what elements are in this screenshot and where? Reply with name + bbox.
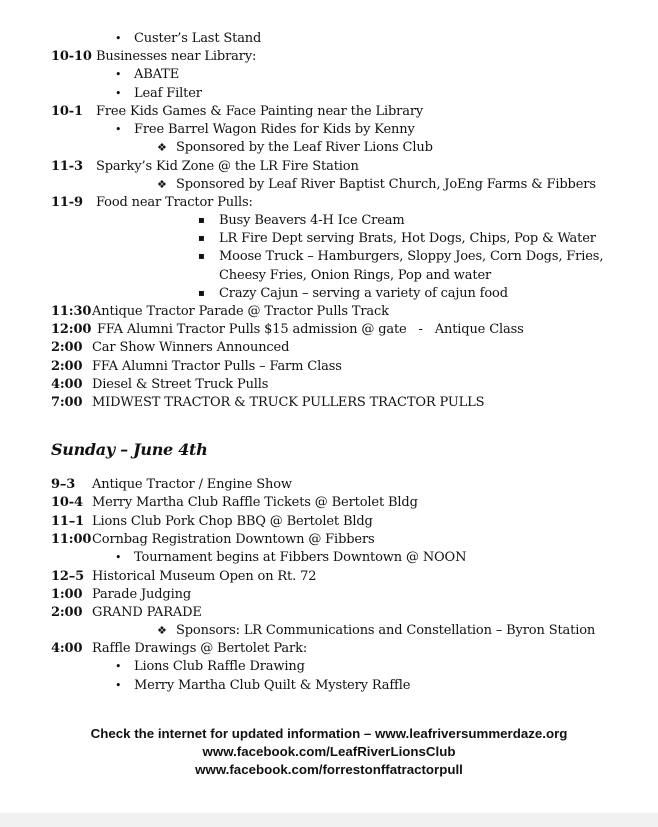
diamond-bullet-icon: ❖ xyxy=(157,178,167,191)
event-time: 2:00 xyxy=(51,605,83,620)
event-description: Parade Judging xyxy=(92,587,192,602)
event-time: 12:00 xyxy=(51,322,92,337)
square-bullet-icon: ▪ xyxy=(198,233,205,244)
item-text: Tournament begins at Fibbers Downtown @ NOON xyxy=(134,550,467,565)
item-text: Leaf Filter xyxy=(134,86,202,101)
item-text: Custer’s Last Stand xyxy=(134,31,262,46)
item-text: Moose Truck – Hamburgers, Sloppy Joes, Corn Dogs, Fries, xyxy=(219,249,604,264)
event-time: 12–5 xyxy=(51,569,85,584)
event-time: 11-3 xyxy=(51,159,83,174)
sponsor-text: Sponsored by the Leaf River Lions Club xyxy=(176,140,433,155)
square-bullet-icon: ▪ xyxy=(198,251,205,262)
bullet-icon: • xyxy=(115,68,122,81)
bullet-icon: • xyxy=(115,87,122,100)
square-bullet-icon: ▪ xyxy=(198,288,205,299)
square-bullet-icon: ▪ xyxy=(198,215,205,226)
event-description: Antique Tractor / Engine Show xyxy=(92,477,292,492)
event-description: FFA Alumni Tractor Pulls – Farm Class xyxy=(92,359,342,374)
event-description: Diesel & Street Truck Pulls xyxy=(92,377,269,392)
event-time: 10-10 xyxy=(51,49,92,64)
event-description: Sparky’s Kid Zone @ the LR Fire Station xyxy=(96,159,359,174)
event-time: 11:30 xyxy=(51,304,92,319)
diamond-bullet-icon: ❖ xyxy=(157,141,167,154)
item-text: Crazy Cajun – serving a variety of cajun food xyxy=(219,286,508,301)
item-text: Free Barrel Wagon Rides for Kids by Kenny xyxy=(134,122,415,137)
event-time: 4:00 xyxy=(51,641,83,656)
event-time: 11–1 xyxy=(51,514,85,529)
event-description: GRAND PARADE xyxy=(92,605,202,620)
event-time: 7:00 xyxy=(51,395,83,410)
event-time: 9–3 xyxy=(51,477,76,492)
event-time: 2:00 xyxy=(51,359,83,374)
event-time: 2:00 xyxy=(51,340,83,355)
bullet-icon: • xyxy=(115,123,122,136)
sponsor-text: Sponsored by Leaf River Baptist Church, JoEng Farms & Fibbers xyxy=(176,177,596,192)
bullet-icon: • xyxy=(115,32,122,45)
event-description: Cornbag Registration Downtown @ Fibbers xyxy=(92,532,375,547)
diamond-bullet-icon: ❖ xyxy=(157,624,167,637)
item-text: Busy Beavers 4-H Ice Cream xyxy=(219,213,405,228)
event-description: Businesses near Library: xyxy=(96,49,257,64)
event-description: Historical Museum Open on Rt. 72 xyxy=(92,569,317,584)
footer-facebook-lions-link[interactable]: www.facebook.com/LeafRiverLionsClub xyxy=(202,744,456,759)
event-description: Antique Tractor Parade @ Tractor Pulls Track xyxy=(92,304,389,319)
event-time: 10-1 xyxy=(51,104,83,119)
event-description: FFA Alumni Tractor Pulls $15 admission @ gate - Antique Class xyxy=(97,322,524,337)
sunday-heading: Sunday – June 4th xyxy=(51,440,208,459)
event-description: Lions Club Pork Chop BBQ @ Bertolet Bldg xyxy=(92,514,373,529)
bullet-icon: • xyxy=(115,551,122,564)
event-description: Raffle Drawings @ Bertolet Park: xyxy=(92,641,308,656)
event-time: 10-4 xyxy=(51,495,83,510)
event-description: MIDWEST TRACTOR & TRUCK PULLERS TRACTOR PULLS xyxy=(92,395,485,410)
item-text: ABATE xyxy=(134,67,180,82)
sponsor-text: Sponsors: LR Communications and Constellation – Byron Station xyxy=(176,623,596,638)
event-description: Food near Tractor Pulls: xyxy=(96,195,253,210)
item-text: Lions Club Raffle Drawing xyxy=(134,659,305,674)
event-description: Free Kids Games & Face Painting near the Library xyxy=(96,104,424,119)
footer-facebook-ffa-link[interactable]: www.facebook.com/forrestonffatractorpull xyxy=(195,762,463,777)
event-description: Merry Martha Club Raffle Tickets @ Bertolet Bldg xyxy=(92,495,418,510)
event-time: 11-9 xyxy=(51,195,83,210)
bullet-icon: • xyxy=(115,660,122,673)
event-time: 11:00 xyxy=(51,532,92,547)
item-text: Cheesy Fries, Onion Rings, Pop and water xyxy=(219,268,492,283)
bullet-icon: • xyxy=(115,679,122,692)
event-time: 4:00 xyxy=(51,377,83,392)
event-time: 1:00 xyxy=(51,587,83,602)
event-description: Car Show Winners Announced xyxy=(92,340,290,355)
item-text: Merry Martha Club Quilt & Mystery Raffle xyxy=(134,678,411,693)
item-text: LR Fire Dept serving Brats, Hot Dogs, Chips, Pop & Water xyxy=(219,231,596,246)
bottom-strip xyxy=(0,813,658,827)
footer-website-line[interactable]: Check the internet for updated information – www.leafriversummerdaze.org xyxy=(90,726,568,741)
